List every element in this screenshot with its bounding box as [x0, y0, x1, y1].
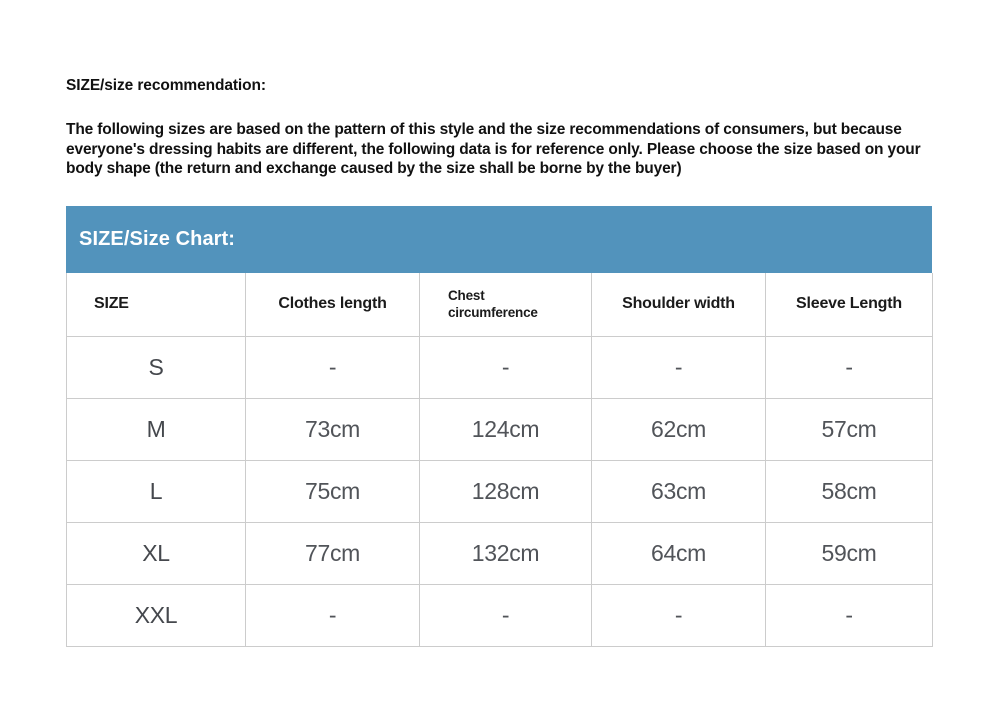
value-cell: 58cm: [766, 460, 933, 522]
value-cell: 75cm: [246, 460, 420, 522]
page-content: [66, 0, 932, 647]
column-header-chest-circumference: [420, 273, 592, 337]
column-header-clothes-length: Clothes length: [246, 273, 420, 337]
size-cell: S: [67, 336, 246, 398]
value-cell: -: [420, 584, 592, 646]
table-row-l: [67, 460, 933, 522]
size-cell: M: [67, 398, 246, 460]
size-cell: XL: [67, 522, 246, 584]
table-row-s: [67, 336, 933, 398]
value-cell: 63cm: [592, 460, 766, 522]
value-cell: 124cm: [420, 398, 592, 460]
value-cell: 132cm: [420, 522, 592, 584]
table-row-xl: [67, 522, 933, 584]
column-header-size: SIZE: [67, 273, 246, 337]
page-title: SIZE/size recommendation:: [66, 77, 266, 94]
column-header-shoulder-width: Shoulder width: [592, 273, 766, 337]
value-cell: -: [420, 336, 592, 398]
value-cell: 59cm: [766, 522, 933, 584]
table-row-xxl: [67, 584, 933, 646]
value-cell: -: [246, 336, 420, 398]
value-cell: -: [592, 336, 766, 398]
size-chart-title: SIZE/Size Chart:: [79, 227, 236, 250]
size-cell: L: [67, 460, 246, 522]
value-cell: 128cm: [420, 460, 592, 522]
column-header-chest-label: Chest circumference: [448, 288, 538, 320]
value-cell: -: [766, 336, 933, 398]
value-cell: 57cm: [766, 398, 933, 460]
value-cell: 77cm: [246, 522, 420, 584]
value-cell: 62cm: [592, 398, 766, 460]
size-cell: XXL: [67, 584, 246, 646]
table-row-m: [67, 398, 933, 460]
value-cell: -: [766, 584, 933, 646]
value-cell: 73cm: [246, 398, 420, 460]
size-table: [66, 273, 933, 647]
value-cell: -: [592, 584, 766, 646]
size-chart-banner: [66, 206, 932, 273]
table-header-row: [67, 273, 933, 337]
intro-paragraph: The following sizes are based on the pattern of this style and the size recommendations of consumers, but because everyone's dressing habits are different, the following data is for reference only. Please choose the size based on your body shape (the return and exchange caused by the size shall be borne by the buyer): [66, 121, 921, 177]
value-cell: -: [246, 584, 420, 646]
column-header-sleeve-length: Sleeve Length: [766, 273, 933, 337]
value-cell: 64cm: [592, 522, 766, 584]
